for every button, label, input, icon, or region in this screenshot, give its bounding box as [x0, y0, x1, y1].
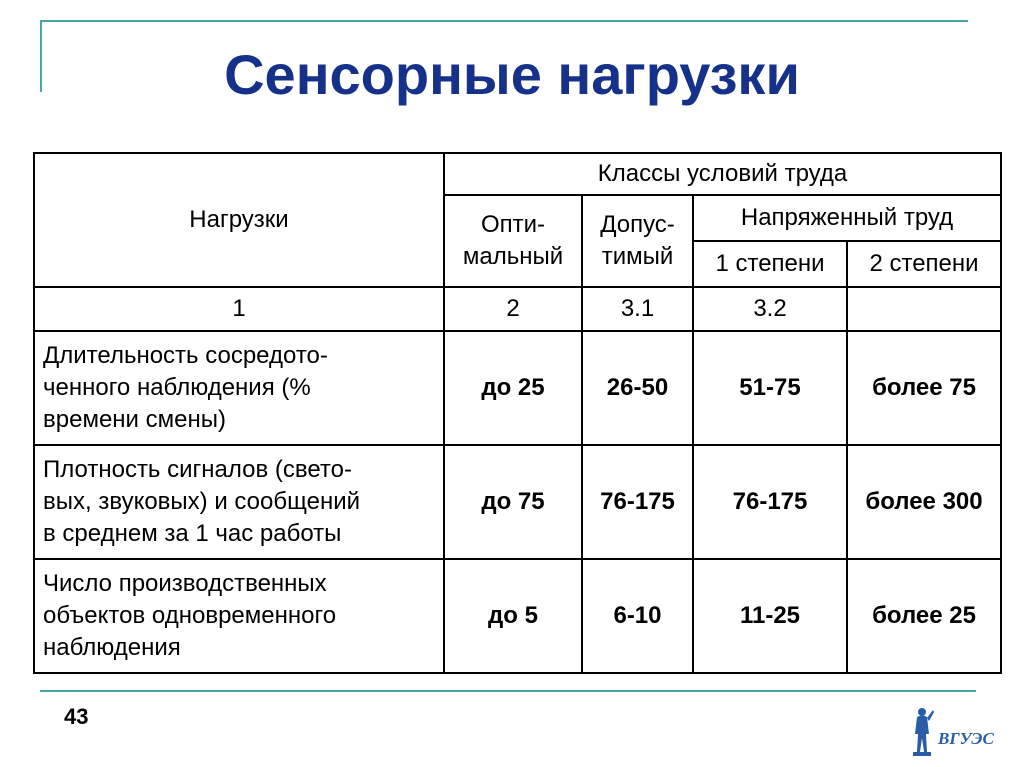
- table-cell: 11-25: [693, 559, 847, 673]
- table-row: [34, 559, 1001, 673]
- row-label-line: Длительность сосредото-: [43, 342, 328, 369]
- header-degree-1: 1 степени: [693, 241, 847, 287]
- header-loads: Нагрузки: [34, 153, 444, 287]
- header-classes: Классы условий труда: [444, 153, 1001, 195]
- class-number: 3.2: [693, 287, 847, 331]
- table-cell: 76-175: [582, 445, 693, 559]
- row-label-line: времени смены): [43, 406, 226, 433]
- row-label: [34, 331, 444, 445]
- header-optimal: [444, 195, 582, 287]
- page-number: 43: [64, 704, 89, 729]
- row-label-line: Плотность сигналов (свето-: [43, 456, 352, 483]
- row-label-line: вых, звуковых) и сообщений: [43, 488, 361, 515]
- row-label-line: объектов одновременного: [43, 602, 337, 629]
- row-label-line: в среднем за 1 час работы: [43, 520, 342, 547]
- row-label: [34, 445, 444, 559]
- decorative-bottom-line: [40, 690, 976, 692]
- class-number: 2: [444, 287, 582, 331]
- logo-text: ВГУЭС: [938, 729, 994, 748]
- header-optimal-line2: мальный: [462, 243, 564, 270]
- row-label-line: Число производственных: [43, 570, 327, 597]
- class-number: 1: [34, 287, 444, 331]
- slide-title: Сенсорные нагрузки: [224, 43, 800, 106]
- table-cell: до 75: [444, 445, 582, 559]
- table-cell: более 25: [847, 559, 1001, 673]
- table-cell: 6-10: [582, 559, 693, 673]
- sensory-loads-table: [33, 152, 1002, 674]
- table-cell: до 25: [444, 331, 582, 445]
- table-row: [34, 331, 1001, 445]
- table-cell: более 75: [847, 331, 1001, 445]
- class-number-row: [34, 287, 1001, 331]
- row-label-line: наблюдения: [43, 634, 181, 661]
- row-label-line: ченного наблюдения (%: [43, 374, 311, 401]
- header-hard-work: Напряженный труд: [693, 195, 1001, 241]
- table-cell: 51-75: [693, 331, 847, 445]
- table-cell: более 300: [847, 445, 1001, 559]
- header-optimal-line1: Опти-: [480, 211, 546, 238]
- header-degree-2: 2 степени: [847, 241, 1001, 287]
- header-admissible: [582, 195, 693, 287]
- university-statue-logo-icon: [906, 704, 1006, 760]
- table-row: [34, 445, 1001, 559]
- decorative-top-line: [40, 20, 968, 22]
- class-number: 3.1: [582, 287, 693, 331]
- table-cell: до 5: [444, 559, 582, 673]
- header-admissible-line2: тимый: [601, 243, 674, 270]
- row-label: [34, 559, 444, 673]
- header-admissible-line1: Допус-: [600, 211, 675, 238]
- table-cell: 26-50: [582, 331, 693, 445]
- table-cell: 76-175: [693, 445, 847, 559]
- table-header-row: [34, 153, 1001, 195]
